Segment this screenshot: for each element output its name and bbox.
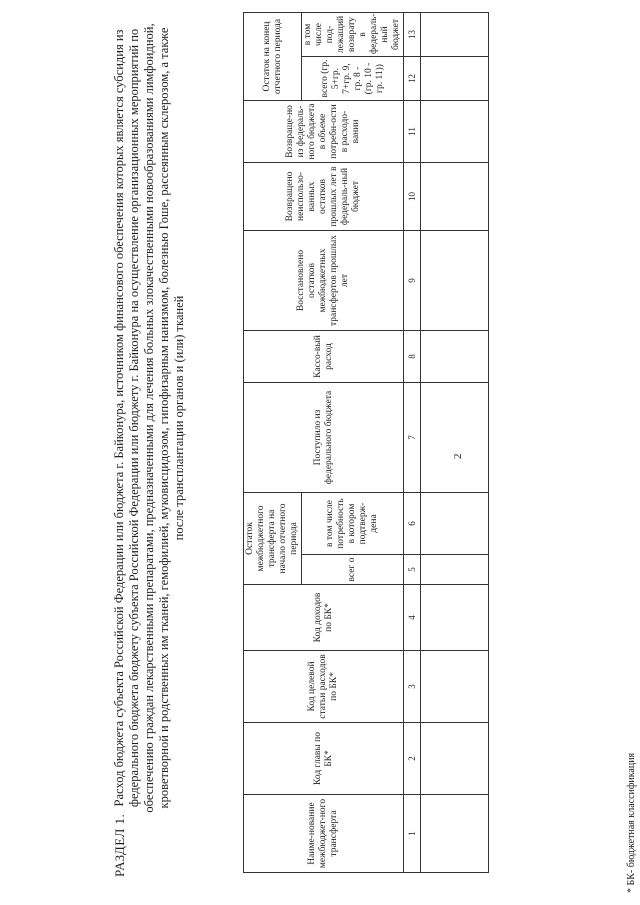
table-cell xyxy=(421,493,489,555)
column-number: 11 xyxy=(404,101,421,163)
header-start-total: всег о xyxy=(302,555,404,585)
table-cell xyxy=(421,163,489,231)
header-restored: Восстановлено остатков межбюджетных трансфертов прошлых лет xyxy=(244,231,404,331)
expenditure-table xyxy=(243,12,489,873)
column-number: 7 xyxy=(404,383,421,493)
table-cell xyxy=(421,383,489,493)
table-cell xyxy=(421,585,489,651)
column-number: 1 xyxy=(404,795,421,873)
header-end-total: всего (гр. 5+гр. 7+гр. 9, гр. 8 - (гр. 10 - гр. 11)) xyxy=(302,57,404,101)
table-cell xyxy=(421,57,489,101)
header-row-1 xyxy=(244,12,302,872)
header-received: Поступило из федерального бюджета xyxy=(244,383,404,493)
page-number: 2 xyxy=(452,453,464,459)
header-income-code: Код доходов по БК* xyxy=(244,585,404,651)
header-returned-from-budget: Возвраще-но из федераль-ного бюджета в объеме потребн-ости в расходо-вании xyxy=(244,101,404,163)
table-row xyxy=(421,12,489,872)
section-label: РАЗДЕЛ 1. xyxy=(112,813,127,877)
table-cell xyxy=(421,101,489,163)
header-end-to-return: в том числе под-лежащий возврату в федераль-ный бюджет xyxy=(302,12,404,56)
column-number: 5 xyxy=(404,555,421,585)
column-number: 8 xyxy=(404,331,421,383)
header-chapter-code: Код главы по БК* xyxy=(244,723,404,795)
column-number: 6 xyxy=(404,493,421,555)
column-numbers-row xyxy=(404,12,421,872)
table-cell xyxy=(421,723,489,795)
column-number: 10 xyxy=(404,163,421,231)
column-number: 2 xyxy=(404,723,421,795)
table-cell xyxy=(421,555,489,585)
column-number: 9 xyxy=(404,231,421,331)
header-start-confirmed: в том числе потребность в котором подтверж-дена xyxy=(302,493,404,555)
column-number: 12 xyxy=(404,57,421,101)
table-cell xyxy=(421,795,489,873)
table-cell xyxy=(421,331,489,383)
header-transfer-name: Наиме-нование межбюджет-ного трансферта xyxy=(244,795,404,873)
header-start-balance: Остаток межбюджетного трансферта на начало отчетного периода xyxy=(244,493,302,585)
column-number: 4 xyxy=(404,585,421,651)
header-end-balance: Остаток на конец отчетного периода xyxy=(244,12,302,100)
footnote: * БК- бюджетная классификация xyxy=(626,752,637,893)
column-number: 13 xyxy=(404,12,421,56)
header-target-code: Код целевой статьи расходов по БК* xyxy=(244,651,404,723)
table-cell xyxy=(421,12,489,56)
header-cash-expense: Кассо-вый расход xyxy=(244,331,404,383)
section-heading: Расход бюджета субъекта Российской Федерации или бюджета г. Байконура, источником финансового обеспечения которых является субсидия из федерального бюджета бюджету субъекта Российской Федерации или бюджету г. Байконура на осуществление организационных мероприятий по обеспечению граждан лекарственными препаратами, предназначенными для лечения больных злокачественными новообразованиями лимфоидной, кроветворной и родственных им тканей, гемофилией, муковисцидозом, гипофизарным нанизмом, болезнью Гоше, рассеянным склерозом, а также после трансплантации органов и (или) тканей xyxy=(112,23,186,813)
table-cell xyxy=(421,231,489,331)
header-returned-unused: Возвращено неиспользо-ванных остатков прошлых лет в федераль-ный бюджет xyxy=(244,163,404,231)
column-number: 3 xyxy=(404,651,421,723)
table-cell xyxy=(421,651,489,723)
